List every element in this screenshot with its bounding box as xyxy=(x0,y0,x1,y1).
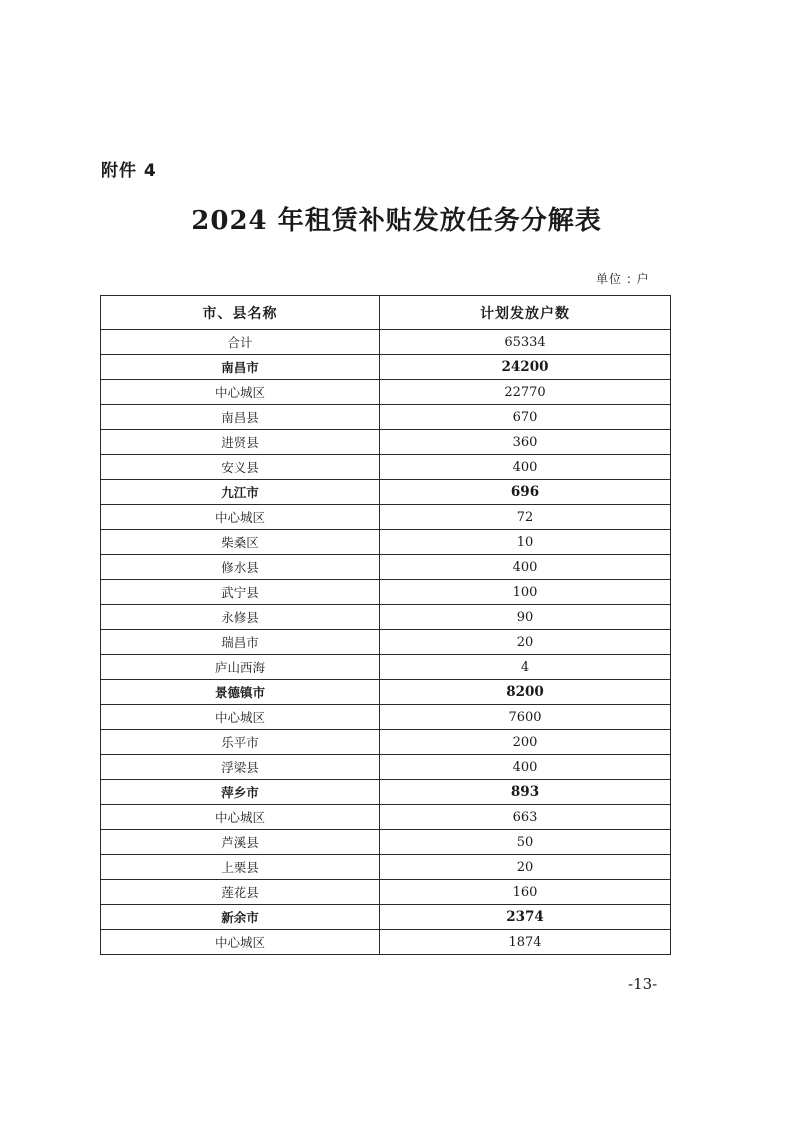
table-row xyxy=(101,555,671,580)
table-row xyxy=(101,930,671,955)
unit-label: 单位 : 户 xyxy=(596,272,650,286)
region-name-cell: 南昌市 xyxy=(101,355,380,380)
table-row xyxy=(101,755,671,780)
household-count-cell: 100 xyxy=(380,580,671,605)
household-count-cell: 20 xyxy=(380,855,671,880)
region-name-cell: 中心城区 xyxy=(101,705,380,730)
page-number: -13- xyxy=(628,975,658,993)
region-name-cell: 莲花县 xyxy=(101,880,380,905)
header-planned-households: 计划发放户数 xyxy=(380,296,671,330)
table-row xyxy=(101,655,671,680)
household-count-cell: 400 xyxy=(380,555,671,580)
region-name-cell: 中心城区 xyxy=(101,505,380,530)
household-count-cell: 1874 xyxy=(380,930,671,955)
household-count-cell: 90 xyxy=(380,605,671,630)
household-count-cell: 400 xyxy=(380,755,671,780)
table-row xyxy=(101,505,671,530)
table-body xyxy=(101,330,671,955)
household-count-cell: 20 xyxy=(380,630,671,655)
document-title: 2024 年租赁补贴发放任务分解表 xyxy=(191,206,602,236)
region-name-cell: 瑞昌市 xyxy=(101,630,380,655)
region-name-cell: 中心城区 xyxy=(101,380,380,405)
region-name-cell: 景德镇市 xyxy=(101,680,380,705)
household-count-cell: 200 xyxy=(380,730,671,755)
region-name-cell: 柴桑区 xyxy=(101,530,380,555)
region-name-cell: 上栗县 xyxy=(101,855,380,880)
region-name-cell: 庐山西海 xyxy=(101,655,380,680)
region-name-cell: 武宁县 xyxy=(101,580,380,605)
table-row xyxy=(101,580,671,605)
table-row xyxy=(101,605,671,630)
region-name-cell: 九江市 xyxy=(101,480,380,505)
table-row xyxy=(101,805,671,830)
household-count-cell: 8200 xyxy=(380,680,671,705)
household-count-cell: 7600 xyxy=(380,705,671,730)
household-count-cell: 2374 xyxy=(380,905,671,930)
attachment-label: 附件 4 xyxy=(101,161,157,181)
table-row xyxy=(101,330,671,355)
table-row xyxy=(101,830,671,855)
household-count-cell: 24200 xyxy=(380,355,671,380)
region-name-cell: 修水县 xyxy=(101,555,380,580)
region-name-cell: 芦溪县 xyxy=(101,830,380,855)
household-count-cell: 10 xyxy=(380,530,671,555)
household-count-cell: 670 xyxy=(380,405,671,430)
table-row xyxy=(101,480,671,505)
table-row xyxy=(101,880,671,905)
region-name-cell: 新余市 xyxy=(101,905,380,930)
household-count-cell: 50 xyxy=(380,830,671,855)
region-name-cell: 合计 xyxy=(101,330,380,355)
region-name-cell: 进贤县 xyxy=(101,430,380,455)
household-count-cell: 22770 xyxy=(380,380,671,405)
table-row xyxy=(101,730,671,755)
table-row xyxy=(101,855,671,880)
table-row xyxy=(101,905,671,930)
region-name-cell: 中心城区 xyxy=(101,930,380,955)
region-name-cell: 南昌县 xyxy=(101,405,380,430)
region-name-cell: 萍乡市 xyxy=(101,780,380,805)
region-name-cell: 浮梁县 xyxy=(101,755,380,780)
header-city-county-name: 市、县名称 xyxy=(101,296,380,330)
household-count-cell: 160 xyxy=(380,880,671,905)
table-row xyxy=(101,405,671,430)
table-row xyxy=(101,355,671,380)
region-name-cell: 安义县 xyxy=(101,455,380,480)
table-row xyxy=(101,430,671,455)
table-row xyxy=(101,630,671,655)
household-count-cell: 72 xyxy=(380,505,671,530)
table-row xyxy=(101,530,671,555)
household-count-cell: 893 xyxy=(380,780,671,805)
region-name-cell: 乐平市 xyxy=(101,730,380,755)
region-name-cell: 中心城区 xyxy=(101,805,380,830)
household-count-cell: 360 xyxy=(380,430,671,455)
household-count-cell: 400 xyxy=(380,455,671,480)
table-header-row xyxy=(101,296,671,330)
household-count-cell: 4 xyxy=(380,655,671,680)
table-row xyxy=(101,780,671,805)
allocation-table xyxy=(100,295,671,955)
table-row xyxy=(101,455,671,480)
region-name-cell: 永修县 xyxy=(101,605,380,630)
table-row xyxy=(101,680,671,705)
household-count-cell: 663 xyxy=(380,805,671,830)
table-row xyxy=(101,380,671,405)
household-count-cell: 696 xyxy=(380,480,671,505)
household-count-cell: 65334 xyxy=(380,330,671,355)
table-row xyxy=(101,705,671,730)
